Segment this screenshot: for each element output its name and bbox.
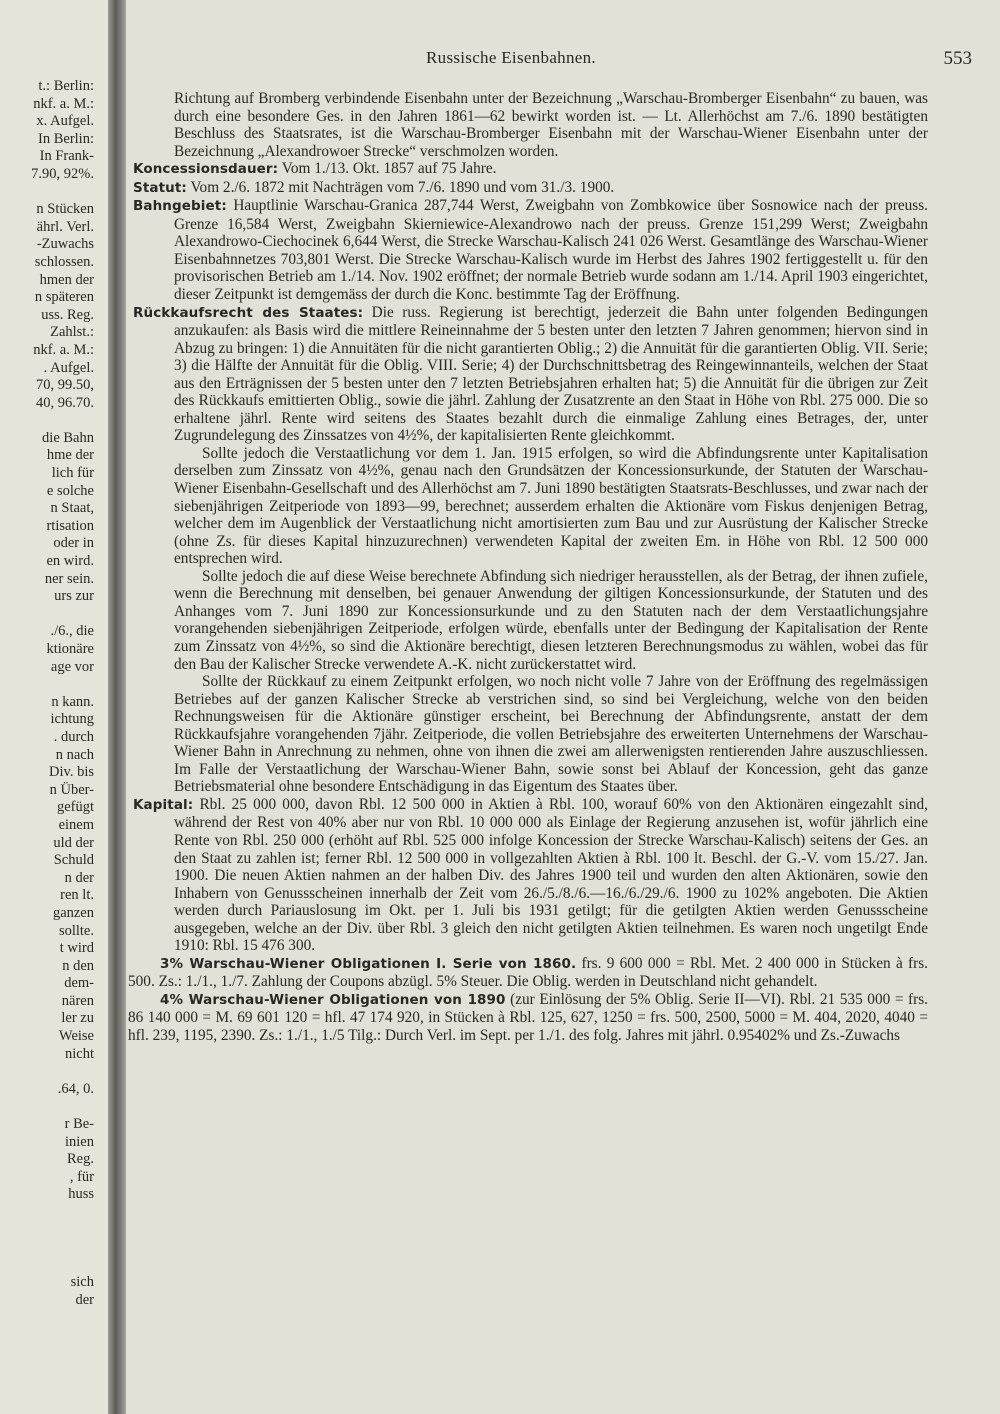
left-column-line: rtisation [46, 517, 94, 534]
left-column-line: ganzen [52, 904, 94, 921]
left-column-line: Zahlst.: [50, 324, 94, 341]
rueckkauf-text: Die russ. Regierung ist berechtigt, jederzeit die Bahn unter folgenden Bedingungen anzukaufen: als Basis wird die mittlere Reineinnahme der 5 besten unter den letzten 7 Jahren genommen; hiervon sind in Abzug zu bringen: 1) die Annuitäten für die nicht garantierten Oblig.; 2) die Annuität für die garantierten Oblig. VII. Serie; 3) die Hälfte der Annuität für die Oblig. VIII. Serie; 4) der Durchschnittsbetrag des Reingewinnanteils, welchen der Staat aus den Erträgnissen der 5 besten unter den 7 letzten Betriebsjahren erhalten hat; 5) die Annuität für die übrigen zur Zeit des Rückkaufs emittierten Oblig., sowie die jährl. Zahlung der Zusatzrente an den Staat in Höhe von Rbl. 275 000. Die so erhaltene jährl. Rente wird seitens des Staates bezahlt durch die einmalige Zahlung eines Betrages, der, unter Zugrundelegung des Zinssatzes von 4½%, der kapitalisierten Rente gleichkommt. [174, 303, 928, 445]
left-column-line [0, 184, 112, 202]
left-column-line [0, 1098, 112, 1116]
left-column-line: ren lt. [60, 887, 94, 904]
left-column-line: nkf. a. M.: [33, 95, 94, 112]
left-column-line: Div. bis [49, 764, 94, 781]
left-column-line: Reg. [67, 1151, 94, 1168]
left-column-line: lich für [51, 465, 94, 482]
kapital-section [128, 796, 928, 955]
left-column-line: e solche [46, 482, 94, 499]
left-column-line: ichtung [50, 711, 94, 728]
left-column-line: -Zuwachs [36, 236, 94, 253]
left-column-line: nären [61, 992, 94, 1009]
bahngebiet-label: Bahngebiet: [133, 198, 227, 215]
left-column-line: n der [64, 869, 94, 886]
bahngebiet-text: Hauptlinie Warschau-Granica 287,744 Werst, Zweigbahn von Zombkowice über Sosnowice nach der preuss. Grenze 16,584 Werst, Zweigbahn Skierniewice-Alexandrowo nach der preuss. Grenze 151,299 Werst; Zweigbahn Alexandrowo-Ciechocinek 6,644 Werst, die Strecke Warschau-Kalisch 241 026 Werst. Gesamtlänge des Warschau-Wiener Eisenbahnnetzes 703,801 Werst. Die Strecke Warschau-Kalisch wurde im Herbst des Jahres 1902 fertiggestellt u. für den provisorischen Betrieb am 1./14. Nov. 1902 eröffnet; der normale Betrieb wurde sodann am 1./14. April 1903 eingerichtet, dieser Zeitpunkt ist demgemäss der durch die Konc. bestimmte Tag der Eröffnung. [174, 197, 928, 304]
left-column-line: hmen der [39, 271, 94, 288]
page-body [128, 90, 928, 1045]
left-column-line: ner sein. [44, 570, 94, 587]
bahngebiet-section [128, 197, 928, 303]
left-column-line: r Be- [64, 1116, 94, 1133]
left-column-line: uss. Reg. [41, 306, 94, 323]
left-column-line: t.: Berlin: [38, 78, 94, 94]
left-column-line: x. Aufgel. [36, 113, 94, 130]
left-column-line: ährl. Verl. [36, 218, 94, 235]
left-column-line: urs zur [54, 588, 94, 605]
oblig-1890-label: 4% Warschau-Wiener Obligationen von 1890 [160, 991, 506, 1008]
left-column-line: n späteren [34, 289, 94, 306]
left-column-line [0, 1239, 112, 1257]
statut-text: Vom 2./6. 1872 mit Nachträgen vom 7./6. 1890 und vom 31./3. 1900. [190, 178, 615, 196]
left-column-line: ktionäre [46, 641, 94, 657]
page-header [126, 48, 976, 72]
left-column-line [0, 1204, 112, 1222]
koncession-section [128, 160, 928, 179]
left-column-line: en wird. [46, 553, 94, 570]
left-column-line: t wird [59, 940, 94, 957]
left-column-line: 40, 96.70. [36, 394, 94, 411]
rueckkauf-paragraph-2: Sollte jedoch die Verstaatlichung vor dem 1. Jan. 1915 erfolgen, so wird die Abfindungsrente unter Kapitalisation derselben zum Zinssatz von 4½%, genau nach den Grundsätzen der Koncessionsurkunde, der Statuten der Warschau-Wiener Eisenbahn-Gesellschaft und des Allerhöchst am 7. Juni 1890 bestätigten Staatsrats-Beschlusses, und zwar nach der siebenjährigen Zeitperiode von 1893—99, berechnet; ausserdem erhalten die Aktionäre vom Fiskus denjenigen Betrag, welcher dem im Augenblick der Verstaatlichung nicht amortisierten zum Bau und zur Ausrüstung der Kalischer Strecke (ohne Zs. für dieses Kapital hinzuzurechnen) verwendeten Kapital der zweiten Em. in Höhe von Rbl. 12 500 000 entsprechen wird. [174, 444, 928, 568]
left-column-line [0, 1257, 112, 1275]
rueckkauf-paragraph-4: Sollte der Rückkauf zu einem Zeitpunkt erfolgen, wo noch nicht volle 7 Jahre von der Eröffnung des regelmässigen Betriebes auf der ganzen Kalischer Strecke ab verstrichen sind, so sind bei Vergleichung, welche von den beiden Rechnungsweisen für die Aktionäre günstiger erscheint, bei Berechnung der Abfindungsrente, anstatt der dem Rückkaufsjahre vorangehenden 7jähr. Zeitperiode, die vollen Betriebsjahre des erweiterten Unternehmens der Warschau-Wiener Bahn in Anrechnung zu nehmen, ohne von ihnen die zwei am allerwenigsten rentierenden Jahre auszuschliessen. Im Falle der Verstaatlichung der Warschau-Wiener Bahn, sowie sonst bei Ablauf der Koncession, geht das ganze Betriebsmaterial ohne besondere Entschädigung in das Eigentum des Staates über. [174, 673, 928, 796]
statut-label: Statut: [133, 179, 187, 196]
kapital-label: Kapital: [133, 796, 194, 813]
left-column-line: inien [65, 1133, 94, 1150]
left-column-line: ./6., die [50, 623, 94, 640]
left-column-line: In Berlin: [38, 130, 94, 147]
koncession-label: Koncessionsdauer: [133, 161, 279, 178]
left-column-line: uld der [53, 834, 94, 851]
left-column-line: age vor [50, 658, 94, 675]
left-column-line: dem- [64, 975, 94, 992]
left-column-line [0, 676, 112, 694]
left-column-text [0, 78, 112, 1310]
statut-section [128, 179, 928, 198]
left-column-line [0, 606, 112, 624]
left-column-line: n Staat, [50, 500, 94, 517]
left-column-line: oder in [53, 535, 94, 552]
left-column-line: huss [68, 1186, 94, 1203]
running-title: Russische Eisenbahnen. [426, 48, 596, 67]
left-column-line: 70, 99.50, [36, 377, 94, 394]
oblig-1860-section [128, 955, 928, 991]
left-column-line: schlossen. [34, 253, 94, 270]
oblig-1860-label: 3% Warschau-Wiener Obligationen I. Serie von 1860. [160, 955, 577, 972]
left-column-line [0, 412, 112, 430]
left-column-line: einem [58, 816, 94, 833]
page-number: 553 [943, 48, 972, 69]
left-column-line: sich [70, 1274, 94, 1291]
left-column-line: die Bahn [42, 429, 94, 446]
left-column-line: der [75, 1291, 94, 1308]
left-column-line: Schuld [53, 852, 94, 869]
left-column-line: . durch [53, 728, 94, 745]
left-column-line: nicht [65, 1045, 94, 1062]
left-column-line: n den [62, 957, 94, 974]
left-column-line: . Aufgel. [43, 359, 94, 376]
oblig-1860-text: frs. 9 600 000 = Rbl. Met. 2 400 000 in Stücken à frs. 500. Zs.: 1./1., 1./7. Zahlung der Coupons abzügl. 5% Steuer. Die Oblig. werden in Deutschland nicht gehandelt. [128, 954, 928, 991]
left-column-line: n Über- [49, 781, 94, 798]
left-column-line: gefügt [56, 799, 94, 816]
left-column-line: ler zu [61, 1010, 94, 1027]
left-column-line: n Stücken [36, 201, 94, 218]
intro-paragraph: Richtung auf Bromberg verbindende Eisenbahn unter der Bezeichnung „Warschau-Bromberger Eisenbahn“ zu bauen, was durch eine besondere Ges. in den Jahren 1861—62 bewirkt worden ist. — Lt. Allerhöchst am 7./6. 1890 bestätigten Beschluss des Staatsrates, ist die Warschau-Bromberger Eisenbahn mit der Warschau-Wiener Eisenbahn unter der Bezeichnung „Alexandrowoer Strecke“ verschmolzen worden. [174, 90, 928, 160]
left-column-line [0, 1222, 112, 1240]
left-column-line: hme der [46, 447, 94, 464]
left-column-line: , für [69, 1168, 94, 1185]
kapital-text: Rbl. 25 000 000, davon Rbl. 12 500 000 in Aktien à Rbl. 100, worauf 60% von den Aktionären eingezahlt sind, während der Rest von 40% aber nur von Rbl. 10 000 000 als Einlage der Regierung anzusehen ist, wofür jährlich eine Rente von Rbl. 250 000 (erhöht auf Rbl. 525 000 infolge Koncession der Strecke Warschau-Kalisch) seitens der Ges. an den Staat zu zahlen ist; ferner Rbl. 12 500 000 in vollgezahlten Aktien à Rbl. 100 lt. Beschl. der G.-V. vom 15./27. Jan. 1900. Die neuen Aktien nahmen an der halben Div. des Jahres 1900 teil und wurden den alten Aktionären, sowie den Inhabern von Genussscheinen innerhalb der Zeit vom 26./5./8./6.—16./6./29./6. 1900 zu 102% angeboten. Die Aktien werden durch Pariauslosung im Okt. per 1. Juli bis 1931 getilgt; für die getilgten Aktien werden Genussscheine ausgegeben, welche an der Div. über Rbl. 3 gleich den nicht getilgten Aktien teilnehmen. Es waren noch ungetilgt Ende 1910: Rbl. 15 476 300. [174, 795, 928, 955]
left-column-line [0, 1063, 112, 1081]
left-column-line: Weise [58, 1028, 94, 1045]
left-column-line: nkf. a. M.: [33, 341, 94, 358]
left-column-line: sollte. [58, 922, 94, 939]
oblig-1890-section [128, 991, 928, 1045]
rueckkauf-label: Rückkaufsrecht des Staates: [133, 304, 364, 321]
left-column-line: 7.90, 92%. [31, 165, 94, 182]
oblig-1890-text: (zur Einlösung der 5% Oblig. Serie II—VI). Rbl. 21 535 000 = frs. 86 140 000 = M. 69 601 120 = hfl. 47 174 920, in Stücken à Rbl. 125, 627, 1250 = frs. 500, 2500, 5000 = M. 404, 2020, 4040 = hfl. 239, 1195, 2390. Zs.: 1./1., 1./5 Tilg.: Durch Verl. im Sept. per 1./1. des folg. Jahres mit jährl. 0.95402% und Zs.-Zuwachs [128, 990, 928, 1044]
left-column-line: n kann. [51, 693, 94, 710]
koncession-text: Vom 1./13. Okt. 1857 auf 75 Jahre. [281, 160, 497, 178]
left-column-line: .64, 0. [57, 1080, 94, 1097]
rueckkauf-section [128, 304, 928, 445]
left-column-line: In Frank- [39, 148, 94, 165]
left-column-line: n nach [55, 746, 94, 763]
rueckkauf-paragraph-3: Sollte jedoch die auf diese Weise berechnete Abfindung sich niedriger herausstellen, als der Betrag, der ihnen zufiele, wenn die Berechnung mit denselben, bei genauer Anwendung der giltigen Koncessionsurkunde, der Statuten und des Anhanges vom 7. Juni 1890 zur Koncessionsurkunde und zu den Statuten nach der dem Verstaatlichungsjahre vorangehenden siebenjährigen Zeitperiode, erfolgen würde, ebenfalls unter der Bedingung der Kapitalisation der Rente zum Zinssatz von 4½%, so sind die Aktionäre berechtigt, diesen letzteren Berechnungsmodus zu wählen, wobei das für den Bau der Kalischer Strecke verwendete A.-K. nicht zurückerstattet wird. [174, 567, 928, 673]
left-page-fragment [0, 0, 112, 1414]
